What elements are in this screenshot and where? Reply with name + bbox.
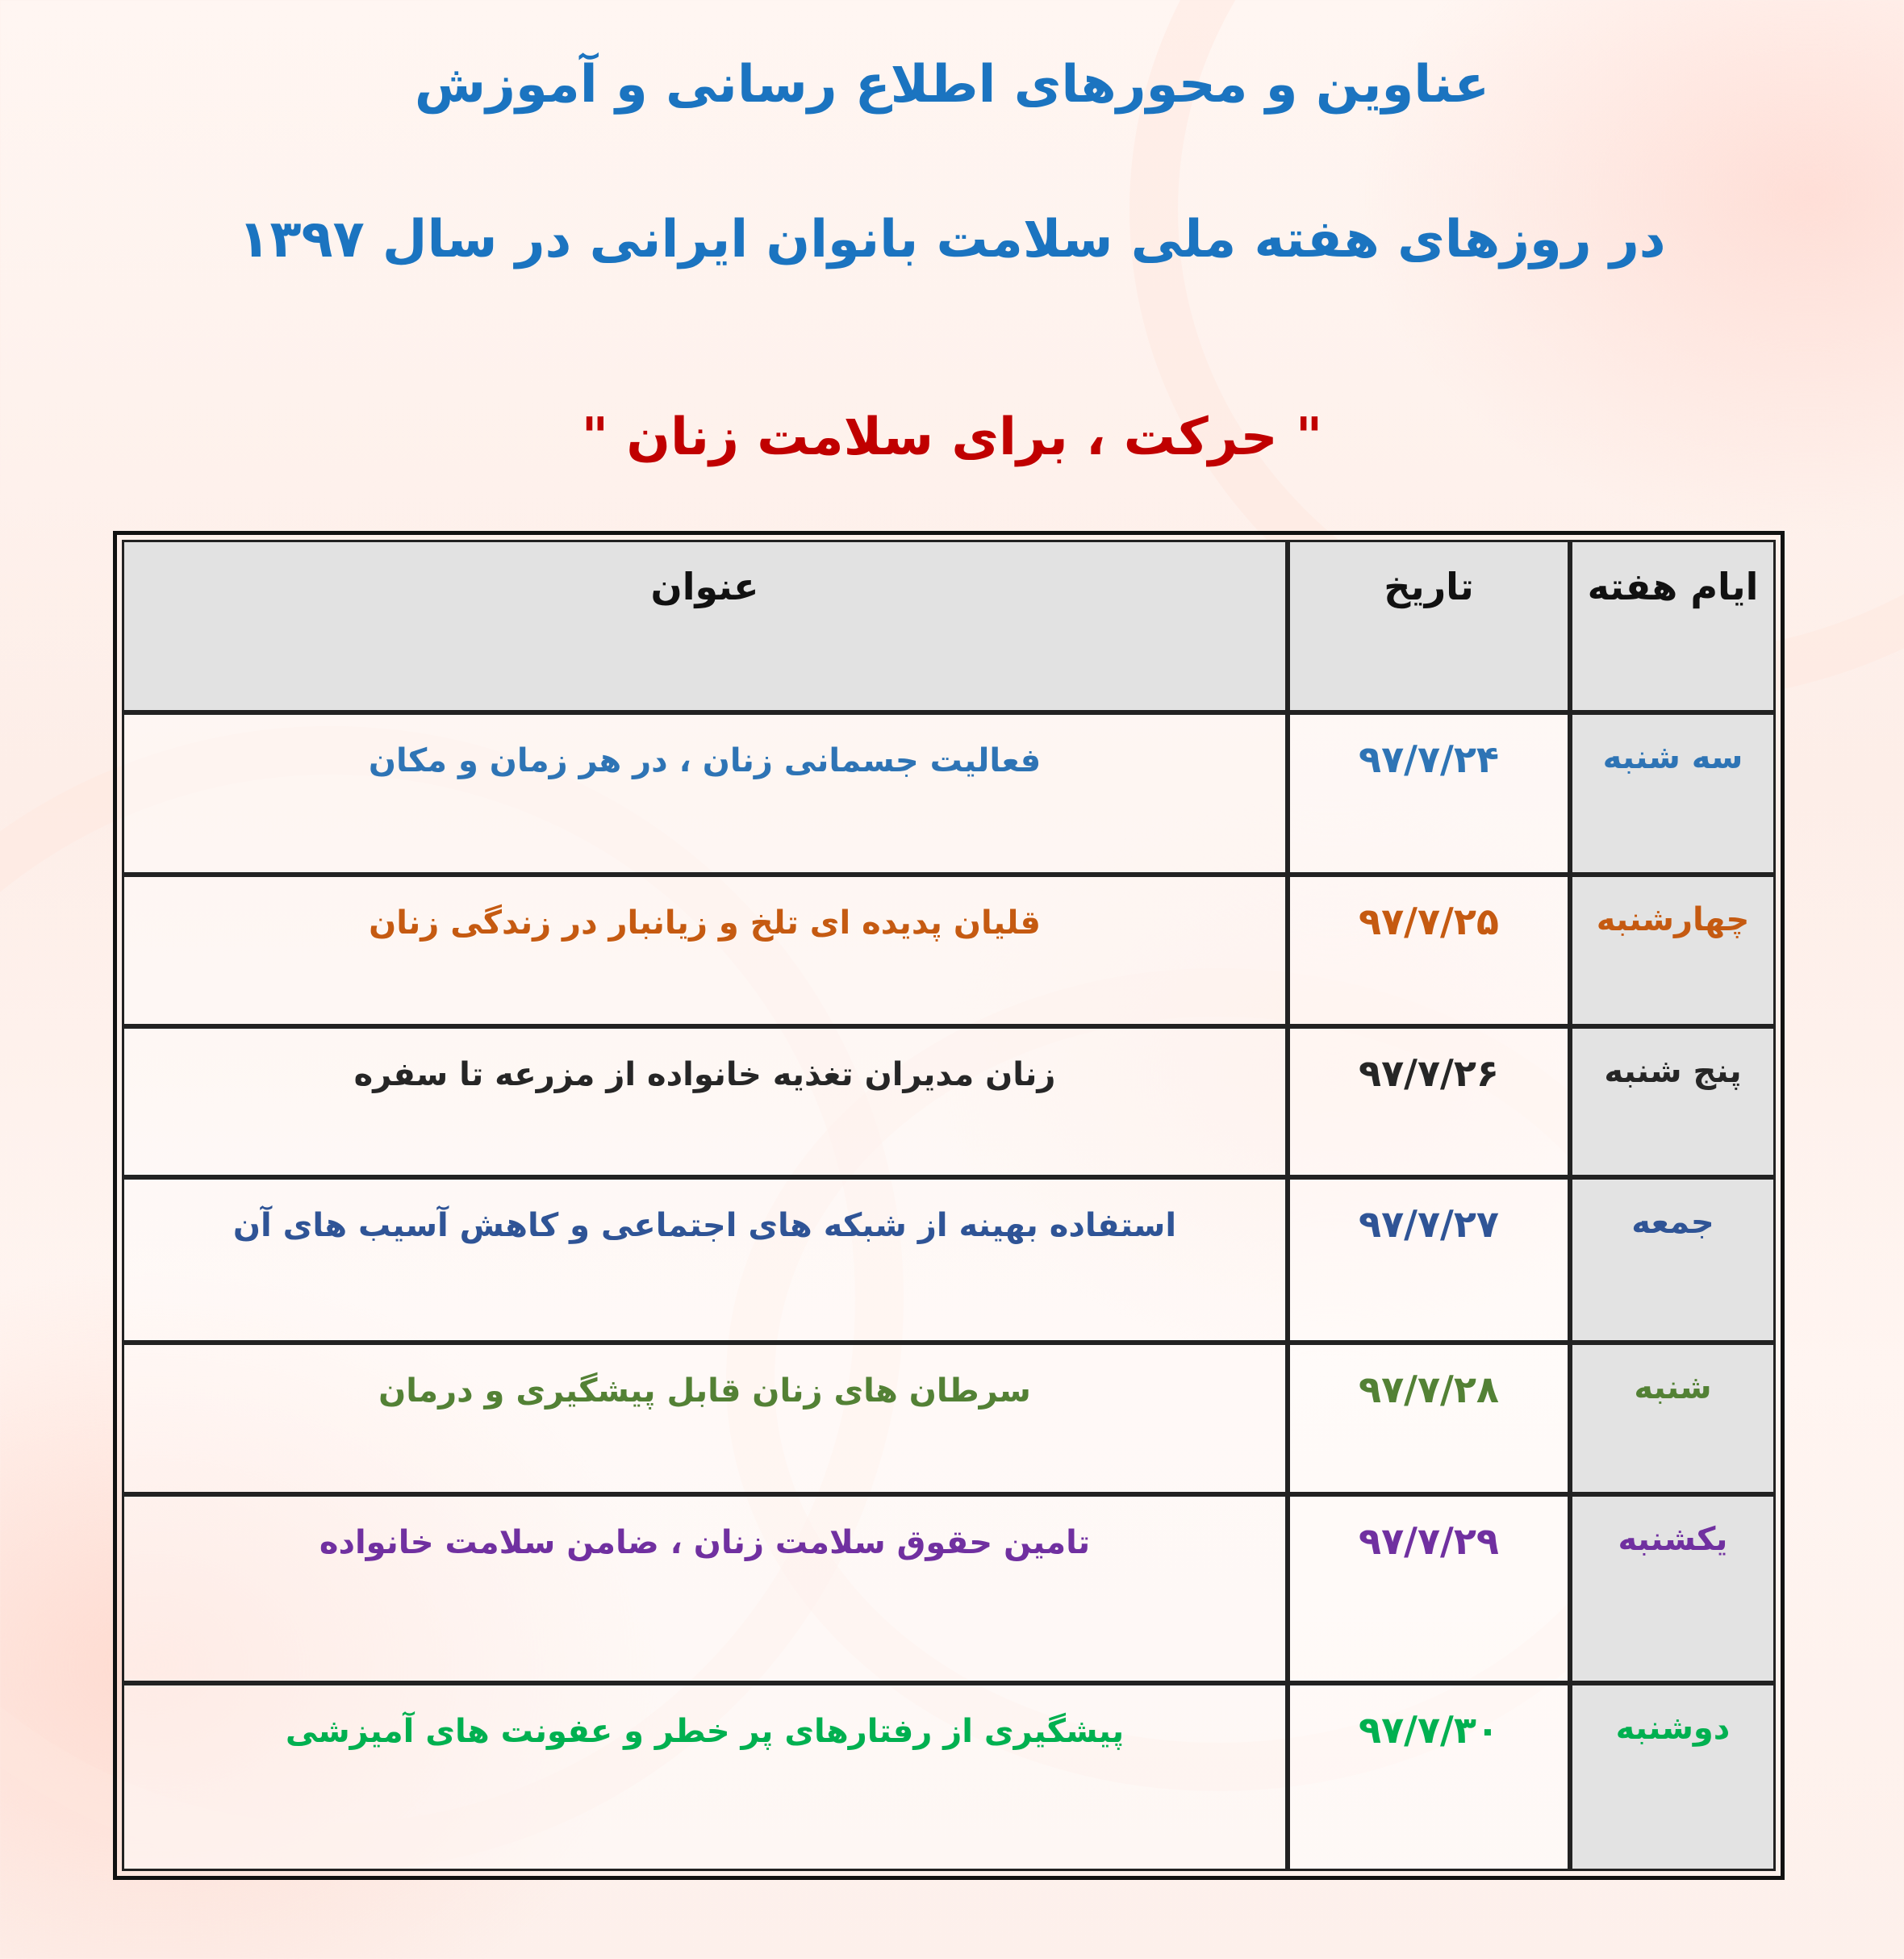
topic-cell: سرطان های زنان قابل پیشگیری و درمان (122, 1343, 1288, 1494)
schedule-table (122, 540, 1776, 1871)
day-cell: یکشنبه (1570, 1494, 1776, 1682)
day-cell: جمعه (1570, 1177, 1776, 1343)
table-row (122, 1026, 1776, 1178)
topic-cell: زنان مدیران تغذیه خانواده از مزرعه تا سفره (122, 1026, 1288, 1178)
header-topic: عنوان (122, 540, 1288, 712)
table-header-row (122, 540, 1776, 712)
table-row (122, 875, 1776, 1026)
page-title: عناوین و محورهای اطلاع رسانی و آموزش (414, 55, 1490, 115)
date-cell: ۹۷/۷/۲۹ (1288, 1494, 1570, 1682)
header-date: تاریخ (1288, 540, 1570, 712)
table-row (122, 1494, 1776, 1682)
table-row (122, 1683, 1776, 1871)
schedule-table-frame (113, 531, 1785, 1880)
date-cell: ۹۷/۷/۲۸ (1288, 1343, 1570, 1494)
page-subtitle: در روزهای هفته ملی سلامت بانوان ایرانی در سال ۱۳۹۷ (238, 210, 1666, 269)
table-row (122, 1177, 1776, 1343)
topic-cell: قلیان پدیده ای تلخ و زیانبار در زندگی زنان (122, 875, 1288, 1026)
topic-cell: استفاده بهینه از شبکه های اجتماعی و کاهش آسیب های آن (122, 1177, 1288, 1343)
topic-cell: پیشگیری از رفتارهای پر خطر و عفونت های آمیزشی (122, 1683, 1288, 1871)
date-cell: ۹۷/۷/۲۵ (1288, 875, 1570, 1026)
table-row (122, 1343, 1776, 1494)
day-cell: دوشنبه (1570, 1683, 1776, 1871)
topic-cell: تامین حقوق سلامت زنان ، ضامن سلامت خانواده (122, 1494, 1288, 1682)
day-cell: چهارشنبه (1570, 875, 1776, 1026)
day-cell: پنج شنبه (1570, 1026, 1776, 1178)
day-cell: شنبه (1570, 1343, 1776, 1494)
topic-cell: فعالیت جسمانی زنان ، در هر زمان و مکان (122, 712, 1288, 875)
date-cell: ۹۷/۷/۲۴ (1288, 712, 1570, 875)
slogan: " حرکت ، برای سلامت زنان " (581, 407, 1323, 467)
table-row (122, 712, 1776, 875)
header-day: ایام هفته (1570, 540, 1776, 712)
date-cell: ۹۷/۷/۳۰ (1288, 1683, 1570, 1871)
date-cell: ۹۷/۷/۲۷ (1288, 1177, 1570, 1343)
day-cell: سه شنبه (1570, 712, 1776, 875)
date-cell: ۹۷/۷/۲۶ (1288, 1026, 1570, 1178)
